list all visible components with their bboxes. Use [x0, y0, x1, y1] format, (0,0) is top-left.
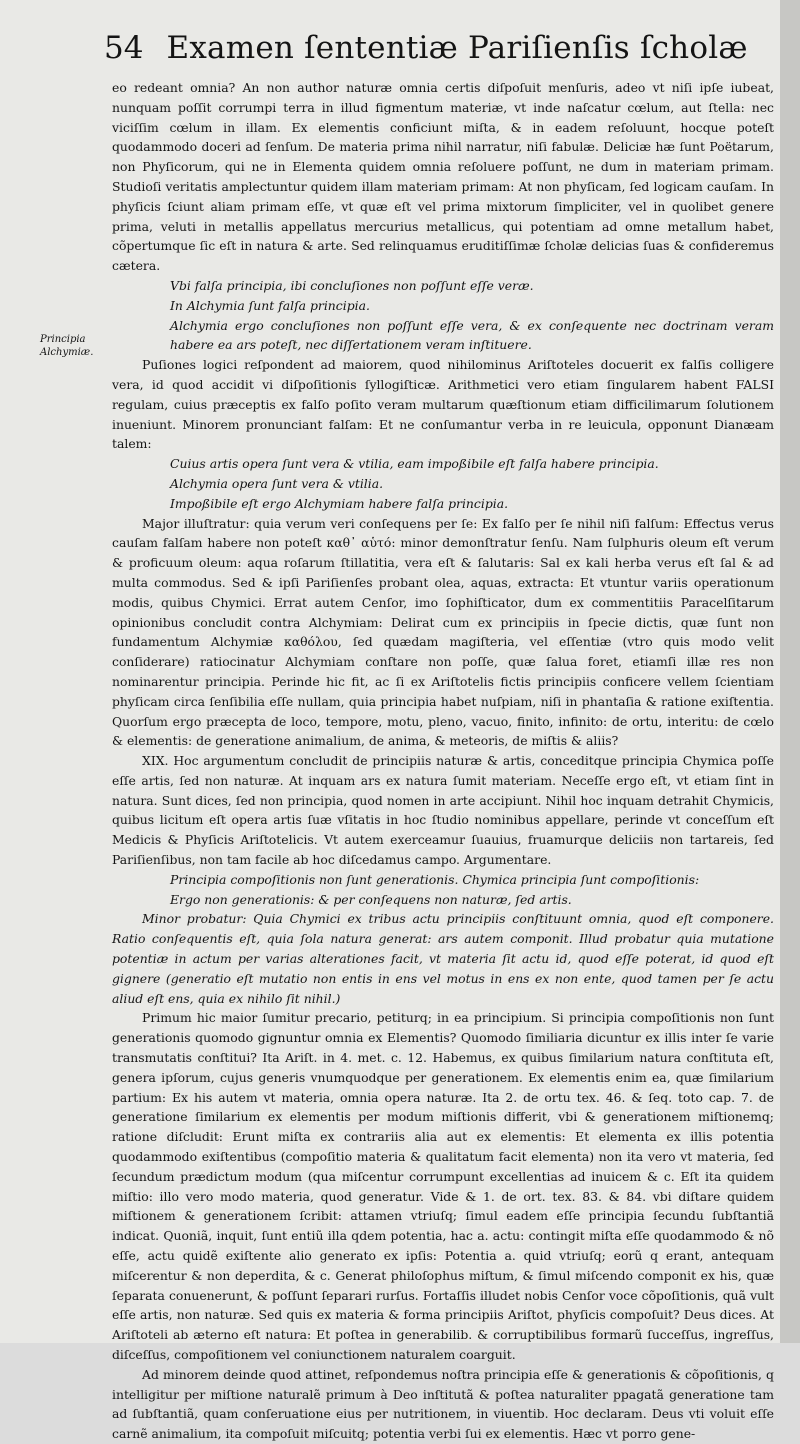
- syllogism-line: Principia compoſitionis non ſunt generationis. Chymica principia ſunt compoſitionis:: [170, 871, 700, 887]
- paragraph: XIX. Hoc argumentum concludit de principiis naturæ & artis, conceditque principia Chymica poſſe eſſe artis, ſed non naturæ. At inquam ars ex natura ſumit materiam. Neceſſe ergo eſt, vt etiam ſint in natura. Sunt dices, ſed non principia, quod nomen in arte accipiunt. Nihil hoc inquam detrahit Chymicis, quibus licitum eſt opera artis ſuæ vſitatis in hoc ſtudio nominibus appellare, perinde vt conceſſum eſt Medicis & Phyſicis Ariſtotelicis. Vt autem exerceamur ſuauius, fruamurque deliciis non tartareis, ſed Pariſienſibus, non tam facile ab hoc diſcedamus campo. Argumentare.: [112, 753, 774, 868]
- margin-note: Principia Alchymiæ.: [40, 334, 94, 358]
- page-number: 54: [104, 30, 144, 66]
- page-header: [104, 30, 774, 74]
- syllogism-line: Vbi falſa principia, ibi concluſiones non poſſunt eſſe veræ.: [170, 277, 534, 293]
- paragraph: Puſiones logici reſpondent ad maiorem, quod nihilominus Ariſtoteles docuerit ex falſis colligere vera, id quod accidit vi diſpoſitionis ſyllogiſticæ. Arithmetici vero etiam ſingularem habent FALSI regulam, cuius præceptis ex falſo poſito veram multarum quæſtionum etiam difficilimarum ſolutionem inueniunt. Minorem pronunciant falſam: Et ne conſumantur verba in re leuicula, opponunt Dianæam talem:: [112, 357, 774, 452]
- paragraph: Ad minorem deinde quod attinet, reſpondemus noſtra principia eſſe & generationis & cõpoſitionis, q intelligitur per miſtione naturalẽ primum à Deo inſtitutã & poſtea naturaliter ppagatã generatione tam ad ſubſtantiã, quam conſeruatione eius per nutritionem, in viuentib. Hoc declaram. Deus vti voluit eſſe carnẽ animalium, ita compoſuit miſcuitq; potentia verbi ſui ex elementis. Hæc vt porro gene-: [112, 1366, 774, 1442]
- page-gutter: [780, 0, 800, 1343]
- syllogism-line: Cuius artis opera ſunt vera & vtilia, eam impoßibile eſt falſa habere principia.: [170, 456, 659, 472]
- syllogism-line: Impoßibile eſt ergo Alchymiam habere falſa principia.: [170, 495, 509, 511]
- paragraph: Major illuſtratur: quia verum veri conſequens per ſe: Ex falſo per ſe nihil niſi falſum: Effectus verus cauſam falſam habere non poteſt καθ᾽ αὑτό: minor demonſtratur ſenſu. Nam ſulphuris oleum eſt verum & proficuum oleum: aqua roſarum ſtillatitia, vera eſt & ſalutaris: Sal ex kali herba verus eſt ſal & ad multa commodus. Sed & ipſi Pariſienſes probant olea, aquas, extracta: Et vtuntur variis operationum modis, quibus Chymici. Errat autem Cenſor, imo ſophiſticator, dum ex commentitiis Paracelſitarum opinionibus concludit contra Alchymiam: Delirat cum ex principiis in ſpecie dictis, quæ ſunt non fundamentum Alchymiæ καθόλου, ſed quædam magiſteria, vel eſſentiæ (vtro quis modo velit conſiderare) ratiocinatur Alchymiam conſtare non poſſe, quæ ſalua foret, etiamſi illæ res non nominarentur principia. Perinde hic fit, ac ſi ex Ariſtotelis fictis principiis conficere vellem ſcientiam phyſicam circa ſenſibilia eſſe nullam, quia principia habet nuſpiam, niſi in phantaſia & ratione exiſtentia. Quorſum ergo præcepta de loco, tempore, motu, pleno, vacuo, finito, infinito: de ortu, interitu: de cœlo & elementis: de generatione animalium, de anima, & meteoris, de miſtis & aliis?: [112, 515, 774, 749]
- running-title: Examen ſententiæ Pariſienſis ſcholæ: [166, 30, 748, 66]
- paragraph: eo redeant omnia? An non author naturæ omnia certis diſpoſuit menſuris, adeo vt niſi ipſe iubeat, nunquam poſſit corrumpi terra in illud figmentum materiæ, vt inde naſcatur cœlum, aut ſtella: nec viciſſim cœlum in illam. Ex elementis conficiunt miſta, & in eadem reſoluunt, hocque poteſt quodammodo doceri ad ſenſum. De materia prima nihil narratur, niſi fabulæ. Deliciæ hæ ſunt Poëtarum, non Phyſicorum, qui ne in Elementa quidem omnia reſoluere poſſunt, ne dum in materiam primam. Studioſi veritatis amplectuntur quidem illam materiam primam: At non phyſicam, ſed logicam cauſam. In phyſicis ſciunt aliam primam eſſe, vt quæ eſt vel prima mixtorum ſimpliciter, vel in quolibet genere prima, veluti in metallis appellatus mercurius metallicus, qui potentiam ad omne metallum habet, cõpertumque ſic eſt in natura & arte. Sed relinquamus eruditiſſimæ ſcholæ delicias ſuas & confideremus cætera.: [112, 80, 774, 274]
- paragraph: Minor probatur: Quia Chymici ex tribus actu principiis conſtituunt omnia, quod eſt componere. Ratio conſequentis eſt, quia ſola natura generat: ars autem componit. Illud probatur quia mutatione potentiæ in actum per varias alterationes facit, vt materia ſit actu id, quod eſſe poterat, id quod eſt gignere (generatio eſt mutatio non entis in ens vel motus in ens ex non ente, quod tamen per ſe actu aliud eſt ens, quia ex nihilo ſit nihil.): [112, 911, 774, 1006]
- syllogism-line: Ergo non generationis: & per conſequens non naturæ, ſed artis.: [170, 891, 572, 907]
- syllogism-line: In Alchymia ſunt falſa principia.: [170, 297, 370, 313]
- paragraph: Primum hic maior ſumitur precario, petiturq; in ea principium. Si principia compoſitionis non ſunt generationis quomodo gignuntur omnia ex Elementis? Quomodo ſimiliaria dicuntur ex illis inter ſe varie transmutatis conſtitui? Ita Ariſt. in 4. met. c. 12. Habemus, ex quibus ſimilarium natura conſtituta eſt, genera ipſorum, cujus generis vnumquodque per generationem. Ex elementis enim ea, quæ ſimilarium partium: Ex his autem vt materia, omnia opera naturæ. Ita 2. de ortu tex. 46. & ſeq. toto cap. 7. de generatione ſimilarium ex elementis per modum miſtionis differit, vbi & generationem miſtionemq; ratione diſcludit: Erunt miſta ex contrariis alia aut ex elementis: Et elementa ex illis potentia quodammodo exiſtentibus (compoſitio materia & qualitatum facit elementa) non ita vero vt materia, ſed ſecundum prædictum modum (qua miſcentur corrumpunt excellentias ad inuicem & c. Eſt ita quidem miſtio: illo vero modo materia, quod generatur. Vide & 1. de ort. tex. 83. & 84. vbi diſtare quidem miſtionem & generationem ſcribit: attamen vtriuſq; ſimul eadem eſſe principia ſecundu ſubſtantiã indicat. Quoniã, inquit, ſunt entiũ illa qdem potentia, hac a. actu: contingit miſta eſſe quodammodo & nõ eſſe, actu quidẽ exiſtente alio generato ex ipſis: Potentia a. quid vtriuſq; eorũ q erant, antequam miſcerentur & non deperdita, & c. Generat philoſophus miſtum, & ſimul miſcendo componit ex his, quæ ſeparata conuenerunt, & poſſunt ſeparari rurſus. Fortaſſis illudet nobis Cenſor voce cõpoſitionis, quã vult eſſe artis, non naturæ. Sed quis ex materia & forma principiis Ariſtot, phyſicis compoſuit? Deus dices. At Ariſtoteli ab æterno eſt natura: Et poſtea in generabilib. & corruptibilibus formarũ ſucceſſus, ingreſſus, diſceſſus, compoſitionem vel coniunctionem naturalem coarguit.: [112, 1010, 774, 1362]
- syllogism-line: Alchymia ergo concluſiones non poſſunt eſſe vera, & ex conſequente nec doctrinam veram habere ea ars poteſt, nec diſſertationem veram inſtituere.: [170, 317, 774, 353]
- syllogism-line: Alchymia opera ſunt vera & vtilia.: [170, 475, 384, 491]
- body-text: [112, 78, 774, 1444]
